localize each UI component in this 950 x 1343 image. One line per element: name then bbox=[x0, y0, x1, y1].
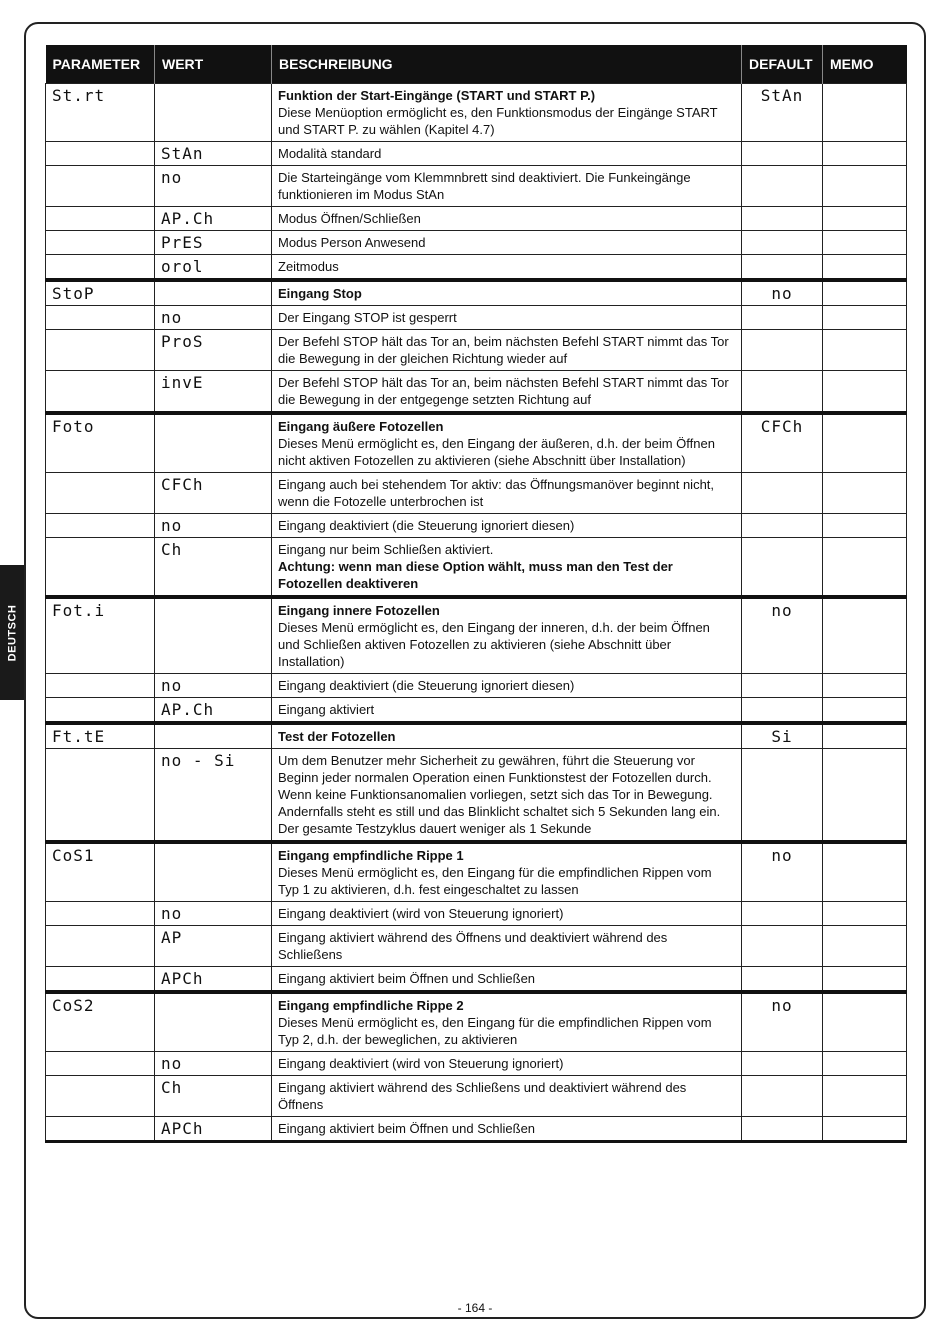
memo-cell bbox=[823, 330, 907, 371]
parameter-cell: CoS2 bbox=[46, 992, 155, 1052]
parameter-cell bbox=[46, 255, 155, 281]
default-cell: StAn bbox=[742, 84, 823, 142]
parameter-cell: St.rt bbox=[46, 84, 155, 142]
parameter-cell bbox=[46, 926, 155, 967]
parameter-cell: Foto bbox=[46, 413, 155, 473]
description-cell bbox=[272, 255, 742, 281]
parameter-cell bbox=[46, 967, 155, 993]
memo-cell bbox=[823, 749, 907, 843]
table-row bbox=[46, 231, 907, 255]
memo-cell bbox=[823, 992, 907, 1052]
description-text: Modus Person Anwesend bbox=[278, 235, 426, 250]
memo-cell bbox=[823, 698, 907, 724]
description-text: Eingang aktiviert beim Öffnen und Schließen bbox=[278, 971, 536, 986]
default-cell bbox=[742, 231, 823, 255]
default-cell bbox=[742, 166, 823, 207]
description-cell bbox=[272, 306, 742, 330]
memo-cell bbox=[823, 166, 907, 207]
page-number: - 164 - bbox=[457, 1301, 493, 1315]
parameter-cell: Fot.i bbox=[46, 597, 155, 674]
table-row bbox=[46, 371, 907, 414]
table-row bbox=[46, 992, 907, 1052]
default-cell bbox=[742, 207, 823, 231]
default-cell bbox=[742, 306, 823, 330]
description-cell bbox=[272, 698, 742, 724]
table-row bbox=[46, 473, 907, 514]
memo-cell bbox=[823, 84, 907, 142]
default-cell bbox=[742, 926, 823, 967]
description-text: Eingang aktiviert während des Öffnens und deaktiviert während des Schließens bbox=[278, 930, 668, 962]
memo-cell bbox=[823, 142, 907, 166]
table-row bbox=[46, 142, 907, 166]
value-cell: APCh bbox=[155, 1117, 272, 1142]
parameter-cell bbox=[46, 166, 155, 207]
value-cell: no bbox=[155, 514, 272, 538]
description-warning: Achtung: wenn man diese Option wählt, muss man den Test der Fotozellen deaktiveren bbox=[278, 559, 673, 591]
description-title: Test der Fotozellen bbox=[278, 729, 396, 744]
parameter-cell: StoP bbox=[46, 280, 155, 306]
description-cell bbox=[272, 1052, 742, 1076]
table-header-row bbox=[46, 45, 907, 84]
description-text: Eingang deaktiviert (die Steuerung ignoriert diesen) bbox=[278, 678, 575, 693]
description-title: Eingang innere Fotozellen bbox=[278, 603, 440, 618]
memo-cell bbox=[823, 902, 907, 926]
description-cell bbox=[272, 280, 742, 306]
default-cell: CFCh bbox=[742, 413, 823, 473]
header-wert: WERT bbox=[155, 45, 272, 84]
description-cell bbox=[272, 330, 742, 371]
default-cell bbox=[742, 1052, 823, 1076]
description-cell bbox=[272, 142, 742, 166]
parameter-cell bbox=[46, 473, 155, 514]
table-row bbox=[46, 514, 907, 538]
description-text: Eingang auch bei stehendem Tor aktiv: das Öffnungsmanöver beginnt nicht, wenn die Fotozelle unterbrochen ist bbox=[278, 477, 715, 509]
value-cell: PrES bbox=[155, 231, 272, 255]
value-cell: no bbox=[155, 674, 272, 698]
description-text: Modalità standard bbox=[278, 146, 382, 161]
parameter-cell bbox=[46, 902, 155, 926]
default-cell: no bbox=[742, 280, 823, 306]
description-text: Der Befehl STOP hält das Tor an, beim nächsten Befehl START nimmt das Tor die Bewegung in der gleichen Richtung wieder auf bbox=[278, 334, 729, 366]
description-cell bbox=[272, 166, 742, 207]
memo-cell bbox=[823, 597, 907, 674]
parameter-table bbox=[45, 45, 907, 1143]
value-cell: orol bbox=[155, 255, 272, 281]
description-text: Dieses Menü ermöglicht es, den Eingang der äußeren, d.h. der beim Öffnen nicht aktiven Fotozellen zu aktivieren (siehe Abschnitt über Installation) bbox=[278, 436, 715, 468]
table-row bbox=[46, 902, 907, 926]
memo-cell bbox=[823, 413, 907, 473]
table-row bbox=[46, 723, 907, 749]
value-cell: CFCh bbox=[155, 473, 272, 514]
table-row bbox=[46, 538, 907, 598]
description-cell bbox=[272, 674, 742, 698]
header-parameter: PARAMETER bbox=[46, 45, 155, 84]
default-cell bbox=[742, 514, 823, 538]
description-cell bbox=[272, 371, 742, 414]
parameter-cell bbox=[46, 231, 155, 255]
default-cell bbox=[742, 674, 823, 698]
value-cell: Ch bbox=[155, 538, 272, 598]
default-cell bbox=[742, 473, 823, 514]
memo-cell bbox=[823, 926, 907, 967]
description-title: Eingang äußere Fotozellen bbox=[278, 419, 444, 434]
table-row bbox=[46, 280, 907, 306]
description-text: Eingang aktiviert beim Öffnen und Schließen bbox=[278, 1121, 536, 1136]
value-cell: AP.Ch bbox=[155, 207, 272, 231]
parameter-cell bbox=[46, 514, 155, 538]
description-cell bbox=[272, 926, 742, 967]
table-row bbox=[46, 306, 907, 330]
description-title: Eingang empfindliche Rippe 1 bbox=[278, 848, 464, 863]
table-row bbox=[46, 413, 907, 473]
description-cell bbox=[272, 992, 742, 1052]
description-text: Eingang nur beim Schließen aktiviert. bbox=[278, 542, 494, 557]
description-cell bbox=[272, 413, 742, 473]
description-cell bbox=[272, 902, 742, 926]
value-cell: no - Si bbox=[155, 749, 272, 843]
description-title: Eingang empfindliche Rippe 2 bbox=[278, 998, 464, 1013]
memo-cell bbox=[823, 306, 907, 330]
description-text: Dieses Menü ermöglicht es, den Eingang der inneren, d.h. der beim Öffnen und Schließen aktiven Fotozellen zu aktivieren (siehe Abschnitt über Installation) bbox=[278, 620, 710, 669]
value-cell: AP.Ch bbox=[155, 698, 272, 724]
description-text: Eingang deaktiviert (wird von Steuerung ignoriert) bbox=[278, 1056, 564, 1071]
memo-cell bbox=[823, 207, 907, 231]
language-label: DEUTSCH bbox=[6, 604, 19, 661]
value-cell: AP bbox=[155, 926, 272, 967]
description-title: Eingang Stop bbox=[278, 286, 362, 301]
table-row bbox=[46, 1052, 907, 1076]
description-text: Der Eingang STOP ist gesperrt bbox=[278, 310, 457, 325]
description-text: Eingang deaktiviert (die Steuerung ignoriert diesen) bbox=[278, 518, 575, 533]
default-cell bbox=[742, 142, 823, 166]
description-title: Funktion der Start-Eingänge (START und START P.) bbox=[278, 88, 596, 103]
value-cell: no bbox=[155, 902, 272, 926]
description-text: Eingang deaktiviert (wird von Steuerung ignoriert) bbox=[278, 906, 564, 921]
description-text: Modus Öffnen/Schließen bbox=[278, 211, 421, 226]
memo-cell bbox=[823, 842, 907, 902]
table-row bbox=[46, 1076, 907, 1117]
default-cell bbox=[742, 698, 823, 724]
description-text: Dieses Menü ermöglicht es, den Eingang für die empfindlichen Rippen vom Typ 2, d.h. der beweglichen, zu aktivieren bbox=[278, 1015, 712, 1047]
description-cell bbox=[272, 1117, 742, 1142]
memo-cell bbox=[823, 1117, 907, 1142]
table-row bbox=[46, 597, 907, 674]
value-cell: ProS bbox=[155, 330, 272, 371]
memo-cell bbox=[823, 674, 907, 698]
table-row bbox=[46, 207, 907, 231]
value-cell bbox=[155, 992, 272, 1052]
default-cell bbox=[742, 371, 823, 414]
table-row bbox=[46, 166, 907, 207]
table-row bbox=[46, 330, 907, 371]
table-row bbox=[46, 84, 907, 142]
description-cell bbox=[272, 967, 742, 993]
table-row bbox=[46, 967, 907, 993]
table-row bbox=[46, 926, 907, 967]
description-cell bbox=[272, 1076, 742, 1117]
parameter-cell bbox=[46, 1076, 155, 1117]
default-cell bbox=[742, 330, 823, 371]
parameter-cell bbox=[46, 207, 155, 231]
memo-cell bbox=[823, 473, 907, 514]
parameter-cell: Ft.tE bbox=[46, 723, 155, 749]
default-cell bbox=[742, 967, 823, 993]
default-cell: no bbox=[742, 992, 823, 1052]
value-cell bbox=[155, 723, 272, 749]
memo-cell bbox=[823, 967, 907, 993]
value-cell bbox=[155, 597, 272, 674]
default-cell bbox=[742, 1117, 823, 1142]
description-cell bbox=[272, 597, 742, 674]
memo-cell bbox=[823, 255, 907, 281]
description-cell bbox=[272, 231, 742, 255]
value-cell bbox=[155, 413, 272, 473]
description-text: Die Starteingänge vom Klemmnbrett sind deaktiviert. Die Funkeingänge funktionieren im Modus StAn bbox=[278, 170, 691, 202]
parameter-cell bbox=[46, 749, 155, 843]
memo-cell bbox=[823, 538, 907, 598]
memo-cell bbox=[823, 1052, 907, 1076]
value-cell: no bbox=[155, 1052, 272, 1076]
parameter-cell: CoS1 bbox=[46, 842, 155, 902]
default-cell bbox=[742, 538, 823, 598]
description-cell bbox=[272, 842, 742, 902]
memo-cell bbox=[823, 231, 907, 255]
value-cell: invE bbox=[155, 371, 272, 414]
description-text: Diese Menüoption ermöglicht es, den Funktionsmodus der Eingänge START und START P. zu wählen (Kapitel 4.7) bbox=[278, 105, 718, 137]
memo-cell bbox=[823, 371, 907, 414]
value-cell bbox=[155, 84, 272, 142]
table-row bbox=[46, 842, 907, 902]
table-row bbox=[46, 749, 907, 843]
parameter-cell bbox=[46, 674, 155, 698]
description-cell bbox=[272, 207, 742, 231]
value-cell: no bbox=[155, 306, 272, 330]
memo-cell bbox=[823, 514, 907, 538]
memo-cell bbox=[823, 280, 907, 306]
default-cell: no bbox=[742, 842, 823, 902]
description-text: Zeitmodus bbox=[278, 259, 339, 274]
description-cell bbox=[272, 749, 742, 843]
language-side-tab bbox=[0, 565, 24, 700]
description-cell bbox=[272, 723, 742, 749]
value-cell bbox=[155, 842, 272, 902]
table-row bbox=[46, 1117, 907, 1142]
parameter-cell bbox=[46, 330, 155, 371]
value-cell: Ch bbox=[155, 1076, 272, 1117]
description-text: Um dem Benutzer mehr Sicherheit zu gewähren, führt die Steuerung vor Beginn jeder normalen Operation einen Funktionstest der Fotozellen durch. Wenn keine Funktionsanomalien vorliegen, setzt sich das Tor in Bewegung. Andernfalls steht es still und das Blinklicht schaltet sich 5 Sekunden lang ein. Der gesamte Testzyklus dauert weniger als 1 Sekunde bbox=[278, 753, 721, 836]
memo-cell bbox=[823, 1076, 907, 1117]
parameter-cell bbox=[46, 698, 155, 724]
table-row bbox=[46, 255, 907, 281]
parameter-cell bbox=[46, 1117, 155, 1142]
description-text: Der Befehl STOP hält das Tor an, beim nächsten Befehl START nimmt das Tor die Bewegung in der entgegenge setzten Richtung auf bbox=[278, 375, 729, 407]
header-default: DEFAULT bbox=[742, 45, 823, 84]
description-cell bbox=[272, 473, 742, 514]
table-row bbox=[46, 674, 907, 698]
value-cell bbox=[155, 280, 272, 306]
parameter-cell bbox=[46, 371, 155, 414]
description-text: Dieses Menü ermöglicht es, den Eingang für die empfindlichen Rippen vom Typ 1 zu aktivieren, d.h. fest eingeschaltet zu lassen bbox=[278, 865, 712, 897]
description-cell bbox=[272, 538, 742, 598]
description-cell bbox=[272, 514, 742, 538]
parameter-cell bbox=[46, 142, 155, 166]
memo-cell bbox=[823, 723, 907, 749]
value-cell: APCh bbox=[155, 967, 272, 993]
default-cell: no bbox=[742, 597, 823, 674]
default-cell bbox=[742, 749, 823, 843]
header-memo: MEMO bbox=[823, 45, 907, 84]
table-row bbox=[46, 698, 907, 724]
value-cell: no bbox=[155, 166, 272, 207]
parameter-cell bbox=[46, 306, 155, 330]
value-cell: StAn bbox=[155, 142, 272, 166]
description-text: Eingang aktiviert während des Schließens und deaktiviert während des Öffnens bbox=[278, 1080, 687, 1112]
default-cell: Si bbox=[742, 723, 823, 749]
description-text: Eingang aktiviert bbox=[278, 702, 375, 717]
parameter-cell bbox=[46, 1052, 155, 1076]
parameter-cell bbox=[46, 538, 155, 598]
default-cell bbox=[742, 902, 823, 926]
description-cell bbox=[272, 84, 742, 142]
default-cell bbox=[742, 1076, 823, 1117]
default-cell bbox=[742, 255, 823, 281]
header-beschreibung: BESCHREIBUNG bbox=[272, 45, 742, 84]
